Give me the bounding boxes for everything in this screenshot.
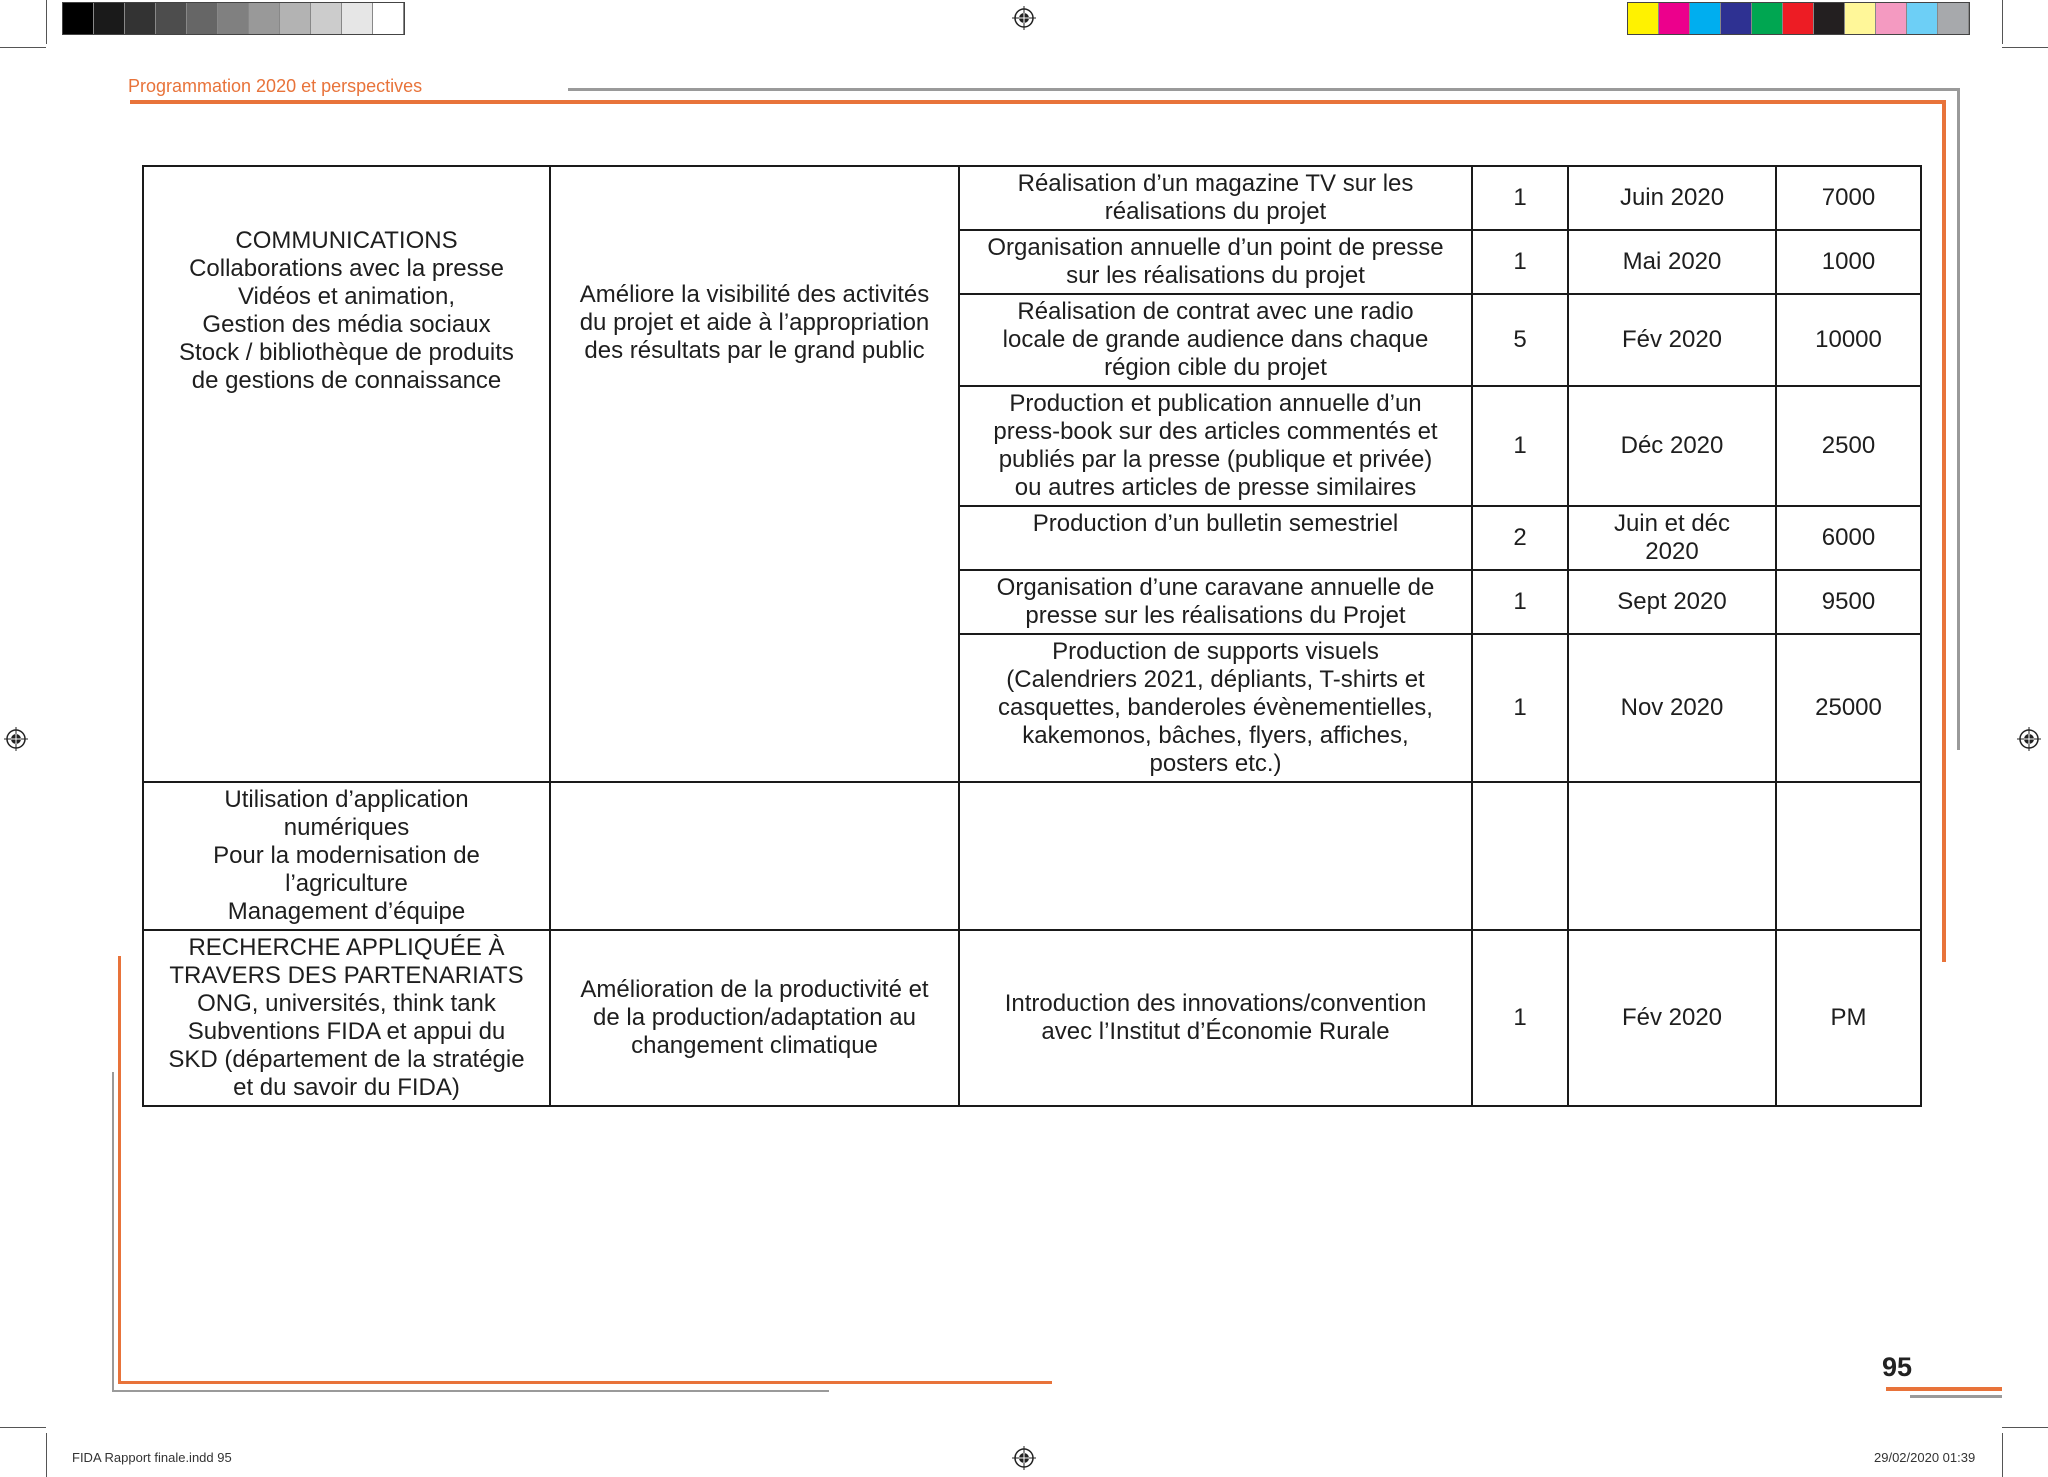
date-cell [1568,634,1776,782]
domain-line: Gestion des média sociaux [202,311,491,338]
quantity-cell: 5 [1472,294,1568,386]
activities-table [142,165,1922,1107]
date-cell [1568,294,1776,386]
domain-line: Utilisation d’application [224,786,469,813]
right-orange-rule [1942,100,1946,962]
activity-line: Organisation d’une caravane annuelle de [996,574,1435,601]
crop-mark [2002,1433,2003,1477]
activity-line: Production et publication annuelle d’un [1009,390,1422,417]
activity-line: casquettes, banderoles évènementielles, [998,694,1433,721]
color-swatch [187,3,218,34]
quantity-cell: 1 [1472,230,1568,294]
activity-line: réalisations du projet [1104,198,1327,225]
color-swatch [1783,3,1814,34]
objective-cell [550,782,959,930]
color-swatch [63,3,94,34]
activity-cell [959,166,1472,230]
date-line: Mai 2020 [1622,248,1722,275]
page-number-gray-rule [1910,1395,2002,1398]
domain-line: COMMUNICATIONS [235,227,458,254]
budget-cell [1776,782,1921,930]
table-row [143,782,1921,930]
domain-cell [143,166,550,782]
budget-cell: 10000 [1776,294,1921,386]
activity-line: publiés par la presse (publique et privée) [998,446,1433,473]
activity-cell [959,570,1472,634]
budget-cell: 9500 [1776,570,1921,634]
quantity-cell: 1 [1472,634,1568,782]
objective-line: changement climatique [631,1032,878,1059]
domain-line: ONG, universités, think tank [197,990,496,1017]
domain-line: Management d’équipe [227,898,466,925]
domain-line: Pour la modernisation de [213,842,480,869]
registration-mark-icon [1012,6,1036,30]
activity-line: press-book sur des articles commentés et [993,418,1438,445]
domain-line: RECHERCHE APPLIQUÉE À [188,934,505,961]
activity-cell [959,506,1472,570]
domain-line: TRAVERS DES PARTENARIATS [169,962,524,989]
crop-mark [2002,0,2003,44]
color-swatch [1876,3,1907,34]
objective-line: de la production/adaptation au [593,1004,916,1031]
registration-mark-icon [1012,1446,1036,1470]
objective-cell [550,166,959,782]
date-line: Nov 2020 [1620,694,1724,721]
registration-mark-icon [4,727,28,751]
date-cell [1568,230,1776,294]
quantity-cell: 1 [1472,930,1568,1106]
activity-cell [959,386,1472,506]
date-cell [1568,782,1776,930]
activity-line: sur les réalisations du projet [1066,262,1365,289]
domain-line: l’agriculture [285,870,408,897]
activity-line: kakemonos, bâches, flyers, affiches, [1022,722,1409,749]
color-swatch [218,3,249,34]
activity-line: Organisation annuelle d’un point de presse [987,234,1444,261]
date-cell [1568,930,1776,1106]
date-line: 2020 [1645,538,1699,565]
color-swatch [1907,3,1938,34]
bottom-gray-rule [112,1390,829,1392]
page-number-orange-rule [1886,1387,2002,1391]
domain-line: de gestions de connaissance [191,367,502,394]
domain-cell [143,782,550,930]
crop-mark [2002,47,2048,48]
activity-line: Réalisation d’un magazine TV sur les [1017,170,1414,197]
table-row [143,930,1921,1106]
activity-cell [959,930,1472,1106]
quantity-cell: 1 [1472,166,1568,230]
date-cell [1568,166,1776,230]
domain-line: numériques [283,814,410,841]
color-swatch [280,3,311,34]
header-gray-rule [568,88,1960,91]
quantity-cell: 1 [1472,570,1568,634]
domain-cell [143,930,550,1106]
activity-line: (Calendriers 2021, dépliants, T-shirts et [1006,666,1425,693]
right-gray-rule [1957,88,1960,750]
left-gray-rule [112,1072,114,1392]
date-line: Juin 2020 [1619,184,1725,211]
budget-cell: PM [1776,930,1921,1106]
color-swatch [311,3,342,34]
activity-line: presse sur les réalisations du Projet [1025,602,1406,629]
objective-line: des résultats par le grand public [584,337,925,364]
page-number: 95 [1882,1352,1913,1382]
color-swatch [94,3,125,34]
domain-line: Collaborations avec la presse [189,255,504,282]
color-swatch [156,3,187,34]
quantity-cell [1472,782,1568,930]
quantity-cell: 2 [1472,506,1568,570]
activity-line: région cible du projet [1104,354,1327,381]
running-header: Programmation 2020 et perspectives [128,76,423,96]
budget-cell: 7000 [1776,166,1921,230]
slug-date: 29/02/2020 01:39 [1874,1450,1976,1465]
date-line: Déc 2020 [1620,432,1724,459]
color-swatch [373,3,404,34]
gray-color-bar [62,2,405,35]
budget-cell: 25000 [1776,634,1921,782]
domain-line: SKD (département de la stratégie [168,1046,525,1073]
activity-line: Introduction des innovations/convention [1004,990,1427,1017]
color-swatch [342,3,373,34]
activity-cell [959,634,1472,782]
activity-line: locale de grande audience dans chaque [1002,326,1429,353]
activity-line: posters etc.) [1149,750,1282,777]
crop-mark [0,47,46,48]
color-swatch [1845,3,1876,34]
objective-line: Améliore la visibilité des activités [579,281,930,308]
crop-mark [46,1433,47,1477]
slug-filename: FIDA Rapport finale.indd 95 [72,1450,232,1465]
domain-line: Stock / bibliothèque de produits [179,339,514,366]
activity-line: ou autres articles de presse similaires [1014,474,1417,501]
objective-line: du projet et aide à l’appropriation [579,309,930,336]
header-orange-rule [130,100,1946,104]
activity-line: avec l’Institut d’Économie Rurale [1041,1018,1390,1045]
objective-cell [550,930,959,1106]
crop-mark [46,0,47,44]
domain-line: Subventions FIDA et appui du [187,1018,506,1045]
date-line: Sept 2020 [1617,588,1727,615]
domain-line: et du savoir du FIDA) [233,1074,460,1101]
left-orange-rule [118,956,121,1382]
domain-line: Vidéos et animation, [237,283,456,310]
date-cell [1568,386,1776,506]
activity-line: Production de supports visuels [1052,638,1379,665]
crop-mark [0,1427,46,1428]
color-swatch [1752,3,1783,34]
activity-cell [959,230,1472,294]
date-line: Juin et déc [1613,510,1731,537]
budget-cell: 2500 [1776,386,1921,506]
color-swatch [125,3,156,34]
process-color-bar [1627,2,1970,35]
budget-cell: 1000 [1776,230,1921,294]
bottom-orange-rule [118,1381,1052,1384]
budget-cell: 6000 [1776,506,1921,570]
date-cell [1568,570,1776,634]
activity-line: Production d’un bulletin semestriel [1032,510,1399,537]
table-row [143,166,1921,230]
date-line: Fév 2020 [1621,1004,1723,1031]
color-swatch [1628,3,1659,34]
quantity-cell: 1 [1472,386,1568,506]
activity-cell [959,782,1472,930]
crop-mark [2002,1427,2048,1428]
color-swatch [1659,3,1690,34]
color-swatch [249,3,280,34]
objective-line: Amélioration de la productivité et [580,976,929,1003]
activity-cell [959,294,1472,386]
date-cell [1568,506,1776,570]
registration-mark-icon [2017,727,2041,751]
color-swatch [1938,3,1969,34]
color-swatch [1814,3,1845,34]
activity-line: Réalisation de contrat avec une radio [1017,298,1414,325]
color-swatch [1690,3,1721,34]
date-line: Fév 2020 [1621,326,1723,353]
color-swatch [1721,3,1752,34]
